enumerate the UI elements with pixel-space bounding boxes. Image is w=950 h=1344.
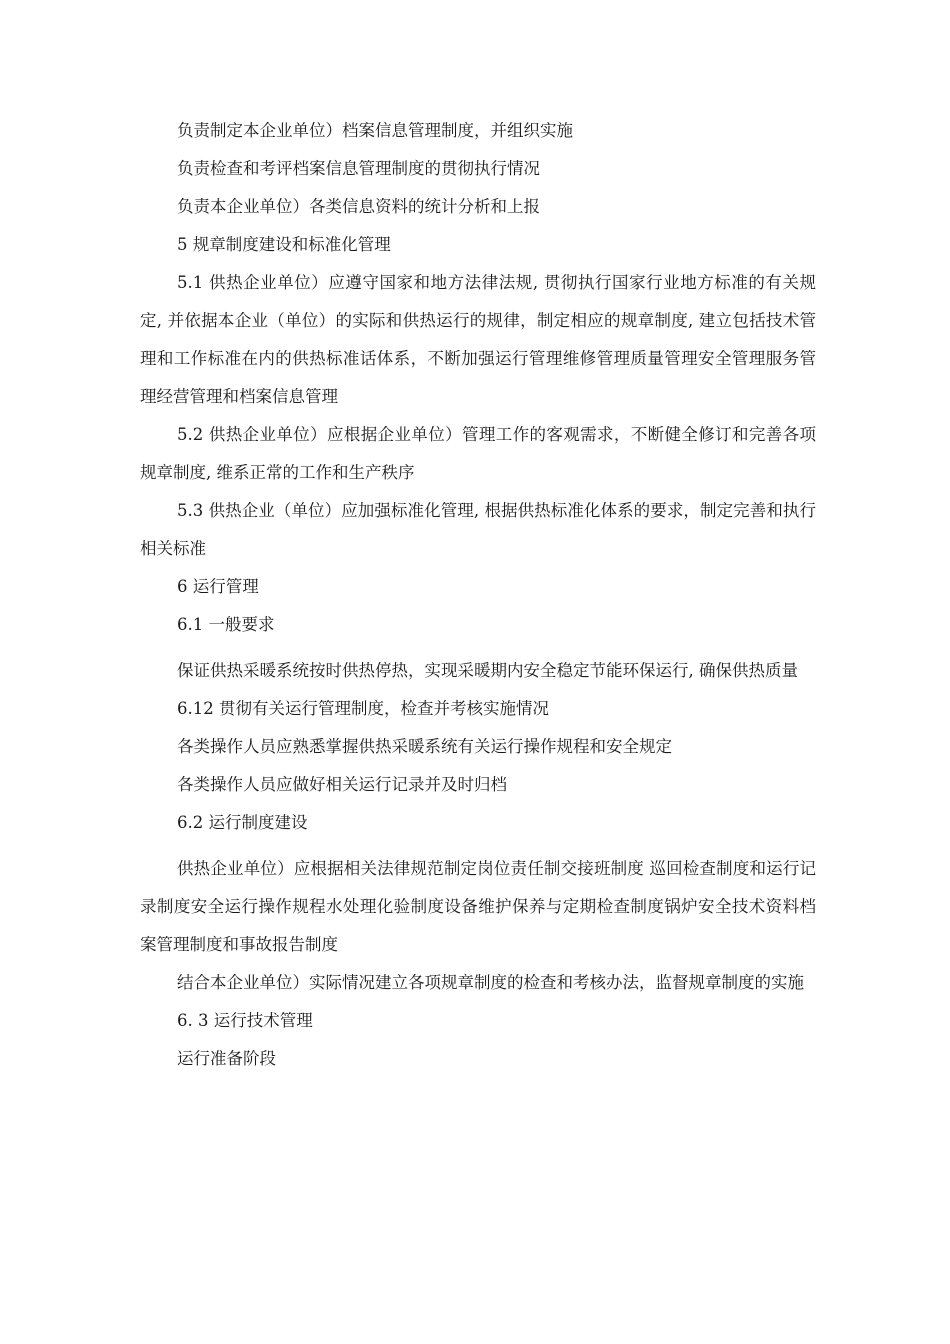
paragraph-5-3: 5.3 供热企业（单位）应加强标准化管理, 根据供热标准化体系的要求，制定完善和执行相关标准 (140, 501, 816, 558)
paragraph-operators-1: 各类操作人员应熟悉掌握供热采暖系统有关运行操作规程和安全规定 (177, 737, 672, 756)
paragraph-6-2-body: 供热企业单位）应根据相关法律规范制定岗位责任制交接班制度 巡回检查制度和运行记录制度安全运行操作规程水处理化验制度设备维护保养与定期检查制度锅炉安全技术资料档案管理制度和事故报告制度 (140, 859, 816, 954)
document-body (140, 112, 816, 1078)
subsection-heading-6-2: 6.2 运行制度建设 (177, 813, 308, 832)
paragraph-preparation-stage: 运行准备阶段 (177, 1049, 276, 1068)
paragraph-1: 负责制定本企业单位）档案信息管理制度，并组织实施 (177, 121, 573, 140)
paragraph-2: 负责检查和考评档案信息管理制度的贯彻执行情况 (177, 159, 540, 178)
section-heading-5: 5 规章制度建设和标准化管理 (177, 235, 391, 254)
paragraph-5-2: 5.2 供热企业单位）应根据企业单位）管理工作的客观需求，不断健全修订和完善各项规章制度, 维系正常的工作和生产秩序 (140, 425, 816, 482)
paragraph-operators-2: 各类操作人员应做好相关运行记录并及时归档 (177, 775, 507, 794)
paragraph-5-1: 5.1 供热企业单位）应遵守国家和地方法律法规, 贯彻执行国家行业地方标准的有关规定, 并依据本企业（单位）的实际和供热运行的规律，制定相应的规章制度, 建立包括技术管理和工作标准在内的供热标准话体系，不断加强运行管理维修管理质量管理安全管理服务管理经营管理和档案信息管理 (140, 273, 816, 406)
subsection-heading-6-1: 6.1 一般要求 (177, 615, 275, 634)
section-heading-6: 6 运行管理 (177, 577, 259, 596)
paragraph-6-12: 6.12 贯彻有关运行管理制度，检查并考核实施情况 (177, 699, 549, 718)
paragraph-6-2-supervision: 结合本企业单位）实际情况建立各项规章制度的检查和考核办法，监督规章制度的实施 (177, 973, 804, 992)
paragraph-3: 负责本企业单位）各类信息资料的统计分析和上报 (177, 197, 540, 216)
paragraph-6-1-body: 保证供热采暖系统按时供热停热，实现采暖期内安全稳定节能环保运行, 确保供热质量 (177, 661, 798, 680)
subsection-heading-6-3: 6. 3 运行技术管理 (177, 1011, 313, 1030)
